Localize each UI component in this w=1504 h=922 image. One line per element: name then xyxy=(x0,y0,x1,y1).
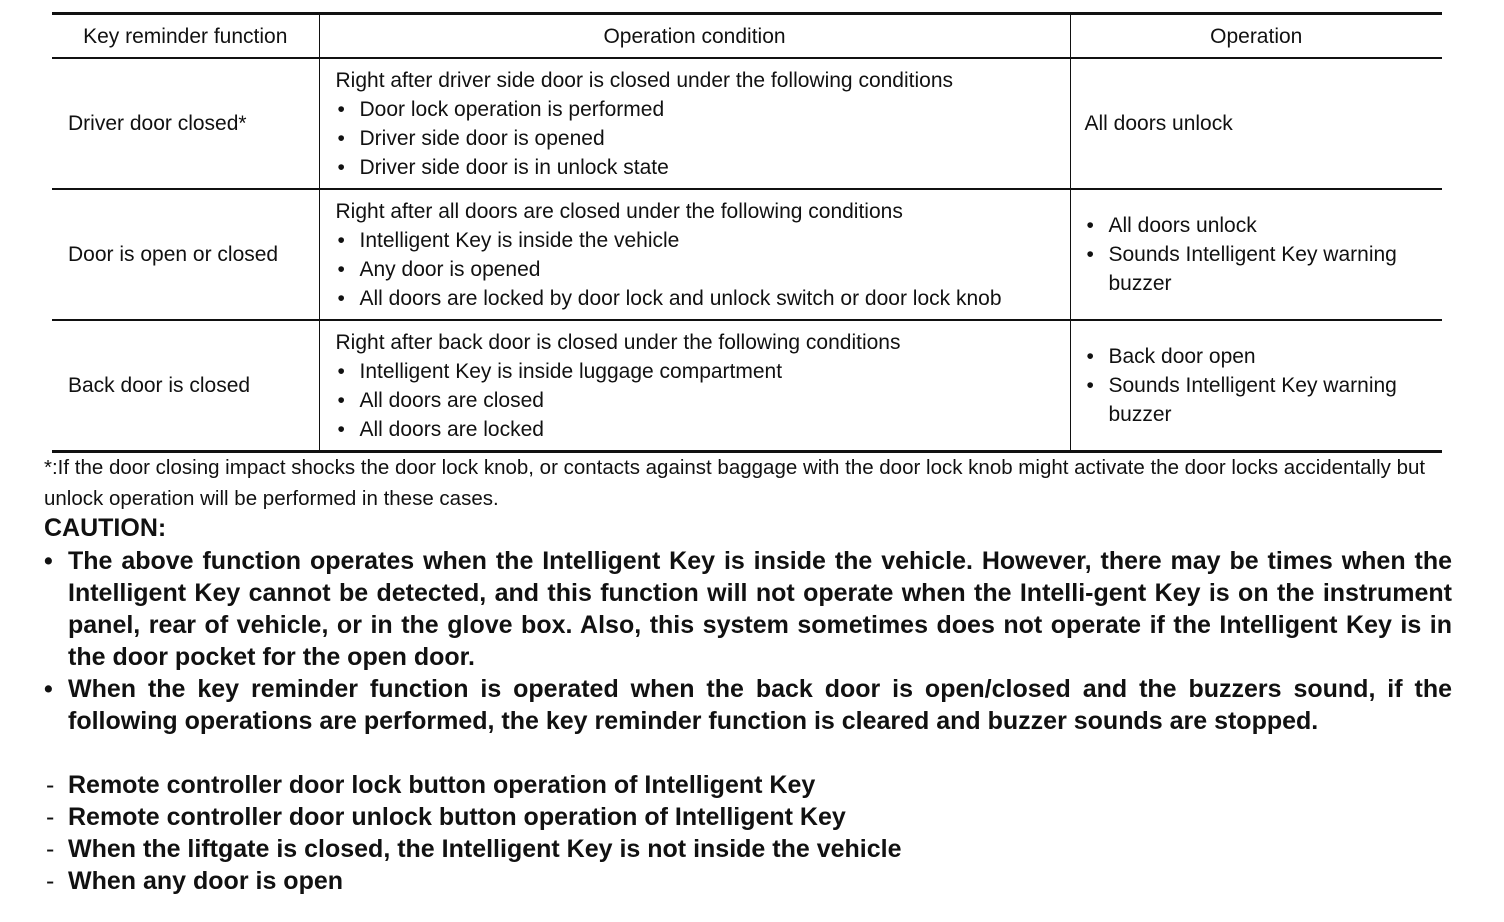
condition-list xyxy=(336,95,1070,182)
condition-item: • Driver side door is opened xyxy=(336,124,1070,153)
table-row xyxy=(52,320,1442,452)
key-reminder-table xyxy=(52,12,1442,453)
table-header-row xyxy=(52,14,1442,59)
condition-item: • Intelligent Key is inside luggage compartment xyxy=(336,357,1070,386)
condition-lead: Right after all doors are closed under the following conditions xyxy=(335,199,903,223)
operation-cell xyxy=(1070,320,1442,452)
condition-item: • All doors are locked by door lock and unlock switch or door lock knob xyxy=(336,284,1070,313)
caution-dash-item: - When any door is open xyxy=(44,865,1452,897)
operation-list xyxy=(1085,342,1443,429)
operation-item: • All doors unlock xyxy=(1085,211,1443,240)
condition-item: • Driver side door is in unlock state xyxy=(336,153,1070,182)
caution-dash-item: - Remote controller door lock button operation of Intelligent Key xyxy=(44,769,1452,801)
operation-item: • Sounds Intelligent Key warning buzzer xyxy=(1085,240,1443,298)
caution-list xyxy=(44,545,1452,737)
condition-list xyxy=(336,357,1070,444)
caution-dash-item: - When the liftgate is closed, the Intelligent Key is not inside the vehicle xyxy=(44,833,1452,865)
caution-title: CAUTION: xyxy=(44,514,167,542)
caution-item: • The above function operates when the Intelligent Key is inside the vehicle. However, there may be times when the Intelligent Key cannot be detected, and this function will not operate when the Intelli-gent Key is on the instrument panel, rear of vehicle, or in the glove box. Also, this system sometimes does not operate if the Intelligent Key is in the door pocket for the open door. xyxy=(44,545,1452,673)
footnote: *:If the door closing impact shocks the door lock knob, or contacts against baggage with the door lock knob might activate the door locks accidentally but unlock operation will be performed in these cases. xyxy=(44,456,1426,510)
condition-item: • All doors are locked xyxy=(336,415,1070,444)
table-row xyxy=(52,189,1442,320)
header-key-reminder-function: Key reminder function xyxy=(52,14,319,59)
condition-item: • All doors are closed xyxy=(336,386,1070,415)
condition-cell xyxy=(319,58,1070,189)
function-cell: Door is open or closed xyxy=(52,189,319,320)
header-operation-condition: Operation condition xyxy=(319,14,1070,59)
condition-item: • Door lock operation is performed xyxy=(336,95,1070,124)
operation-cell xyxy=(1070,189,1442,320)
condition-item: • Intelligent Key is inside the vehicle xyxy=(336,226,1070,255)
operation-item: • Sounds Intelligent Key warning buzzer xyxy=(1085,371,1443,429)
caution-dash-item: - Remote controller door unlock button operation of Intelligent Key xyxy=(44,801,1452,833)
operation-list xyxy=(1085,211,1443,298)
condition-cell xyxy=(319,320,1070,452)
operation-cell: All doors unlock xyxy=(1070,58,1442,189)
table-row xyxy=(52,58,1442,189)
caution-dash-list xyxy=(44,769,1452,897)
condition-item: • Any door is opened xyxy=(336,255,1070,284)
operation-item: • Back door open xyxy=(1085,342,1443,371)
condition-cell xyxy=(319,189,1070,320)
condition-lead: Right after driver side door is closed under the following conditions xyxy=(335,68,954,92)
header-operation: Operation xyxy=(1070,14,1442,59)
function-cell: Back door is closed xyxy=(52,320,319,452)
caution-item: • When the key reminder function is operated when the back door is open/closed and the buzzers sound, if the following operations are performed, the key reminder function is cleared and buzzer sounds are stopped. xyxy=(44,673,1452,737)
function-cell: Driver door closed* xyxy=(52,58,319,189)
condition-lead: Right after back door is closed under the following conditions xyxy=(335,330,901,354)
condition-list xyxy=(336,226,1070,313)
